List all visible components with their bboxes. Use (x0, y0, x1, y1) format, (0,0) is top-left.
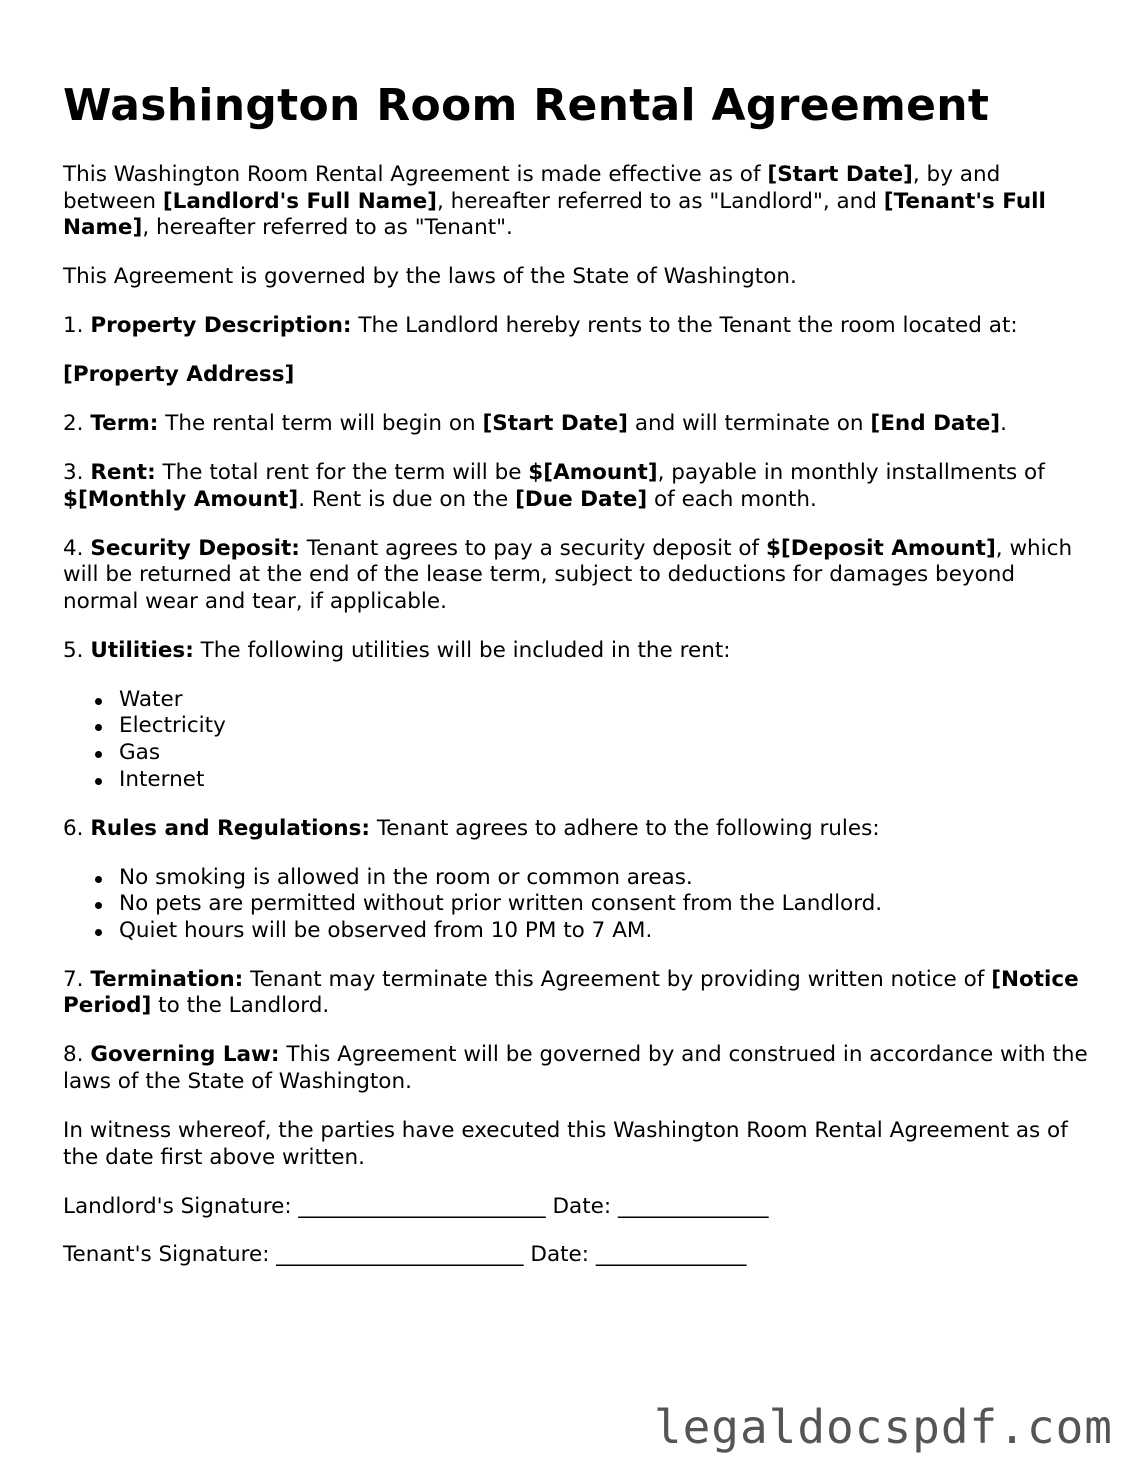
section-rent: 3. Rent: The total rent for the term will be $[Amount], payable in monthly installments of $[Monthly Amount]. Rent is due on the [Due Date] of each month. (63, 460, 1045, 512)
rules-list (63, 865, 1093, 945)
list-item: Water (63, 687, 1093, 714)
intro-paragraph: This Washington Room Rental Agreement is made effective as of [Start Date], by and between [Landlord's Full Name], hereafter referred to as "Landlord", and [Tenant's Full Name], hereafter referred to as "Tenant". (63, 162, 1046, 241)
section-heading: Term: (90, 411, 159, 437)
bullet-icon (95, 724, 102, 731)
utilities-list (63, 687, 1093, 793)
section-property-description: 1. Property Description: The Landlord hereby rents to the Tenant the room located at: (63, 313, 1018, 339)
governed-paragraph: This Agreement is governed by the laws of the State of Washington. (63, 264, 797, 290)
tenant-name-placeholder: [Tenant's Full Name] (63, 188, 1046, 241)
section-security-deposit: 4. Security Deposit: Tenant agrees to pay a security deposit of $[Deposit Amount], which will be returned at the end of the lease term, subject to deductions for damages beyond normal wear and tear, if applicable. (63, 535, 1073, 614)
start-date-placeholder: [Start Date] (482, 411, 628, 437)
bullet-icon (95, 778, 102, 785)
document-page (63, 76, 1093, 1291)
landlord-signature-line[interactable]: Landlord's Signature: _______________________ Date: ______________ (63, 1193, 769, 1219)
section-governing-law: 8. Governing Law: This Agreement will be governed by and construed in accordance with the laws of the State of Washington. (63, 1042, 1088, 1094)
section-heading: Rules and Regulations: (90, 815, 370, 841)
section-heading: Rent: (90, 460, 156, 486)
list-item: Internet (63, 767, 1093, 794)
end-date-placeholder: [End Date] (870, 411, 1001, 437)
deposit-amount-placeholder: $[Deposit Amount] (765, 535, 996, 561)
start-date-placeholder: [Start Date] (767, 162, 913, 187)
property-address-placeholder: [Property Address] (63, 362, 295, 388)
notice-period-placeholder: [Notice Period] (63, 966, 1079, 1019)
tenant-signature-line[interactable]: Tenant's Signature: _______________________ Date: ______________ (63, 1242, 747, 1268)
list-item: No smoking is allowed in the room or common areas. (63, 865, 1093, 892)
bullet-icon (95, 876, 102, 883)
bullet-icon (95, 751, 102, 758)
section-heading: Termination: (90, 966, 244, 992)
list-item: Gas (63, 740, 1093, 767)
section-heading: Security Deposit: (90, 535, 300, 561)
section-term: 2. Term: The rental term will begin on [Start Date] and will terminate on [End Date]. (63, 411, 1007, 437)
document-title: Washington Room Rental Agreement (63, 80, 990, 131)
monthly-amount-placeholder: $[Monthly Amount] (63, 486, 299, 512)
section-rules: 6. Rules and Regulations: Tenant agrees to adhere to the following rules: (63, 815, 880, 841)
section-heading: Property Description: (90, 313, 352, 339)
amount-placeholder: $[Amount] (528, 460, 658, 486)
list-item: Electricity (63, 713, 1093, 740)
section-utilities: 5. Utilities: The following utilities will be included in the rent: (63, 637, 731, 663)
section-termination: 7. Termination: Tenant may terminate this Agreement by providing written notice of [Notice Period] to the Landlord. (63, 966, 1079, 1019)
witness-paragraph: In witness whereof, the parties have executed this Washington Room Rental Agreement as of the date first above written. (63, 1117, 1068, 1170)
watermark: legaldocspdf.com (653, 1400, 1113, 1454)
bullet-icon (95, 698, 102, 705)
bullet-icon (95, 929, 102, 936)
list-item: No pets are permitted without prior written consent from the Landlord. (63, 891, 1093, 918)
list-item: Quiet hours will be observed from 10 PM to 7 AM. (63, 918, 1093, 945)
section-heading: Governing Law: (90, 1042, 280, 1068)
due-date-placeholder: [Due Date] (515, 486, 648, 512)
bullet-icon (95, 902, 102, 909)
section-heading: Utilities: (90, 637, 194, 663)
landlord-name-placeholder: [Landlord's Full Name] (162, 188, 438, 214)
